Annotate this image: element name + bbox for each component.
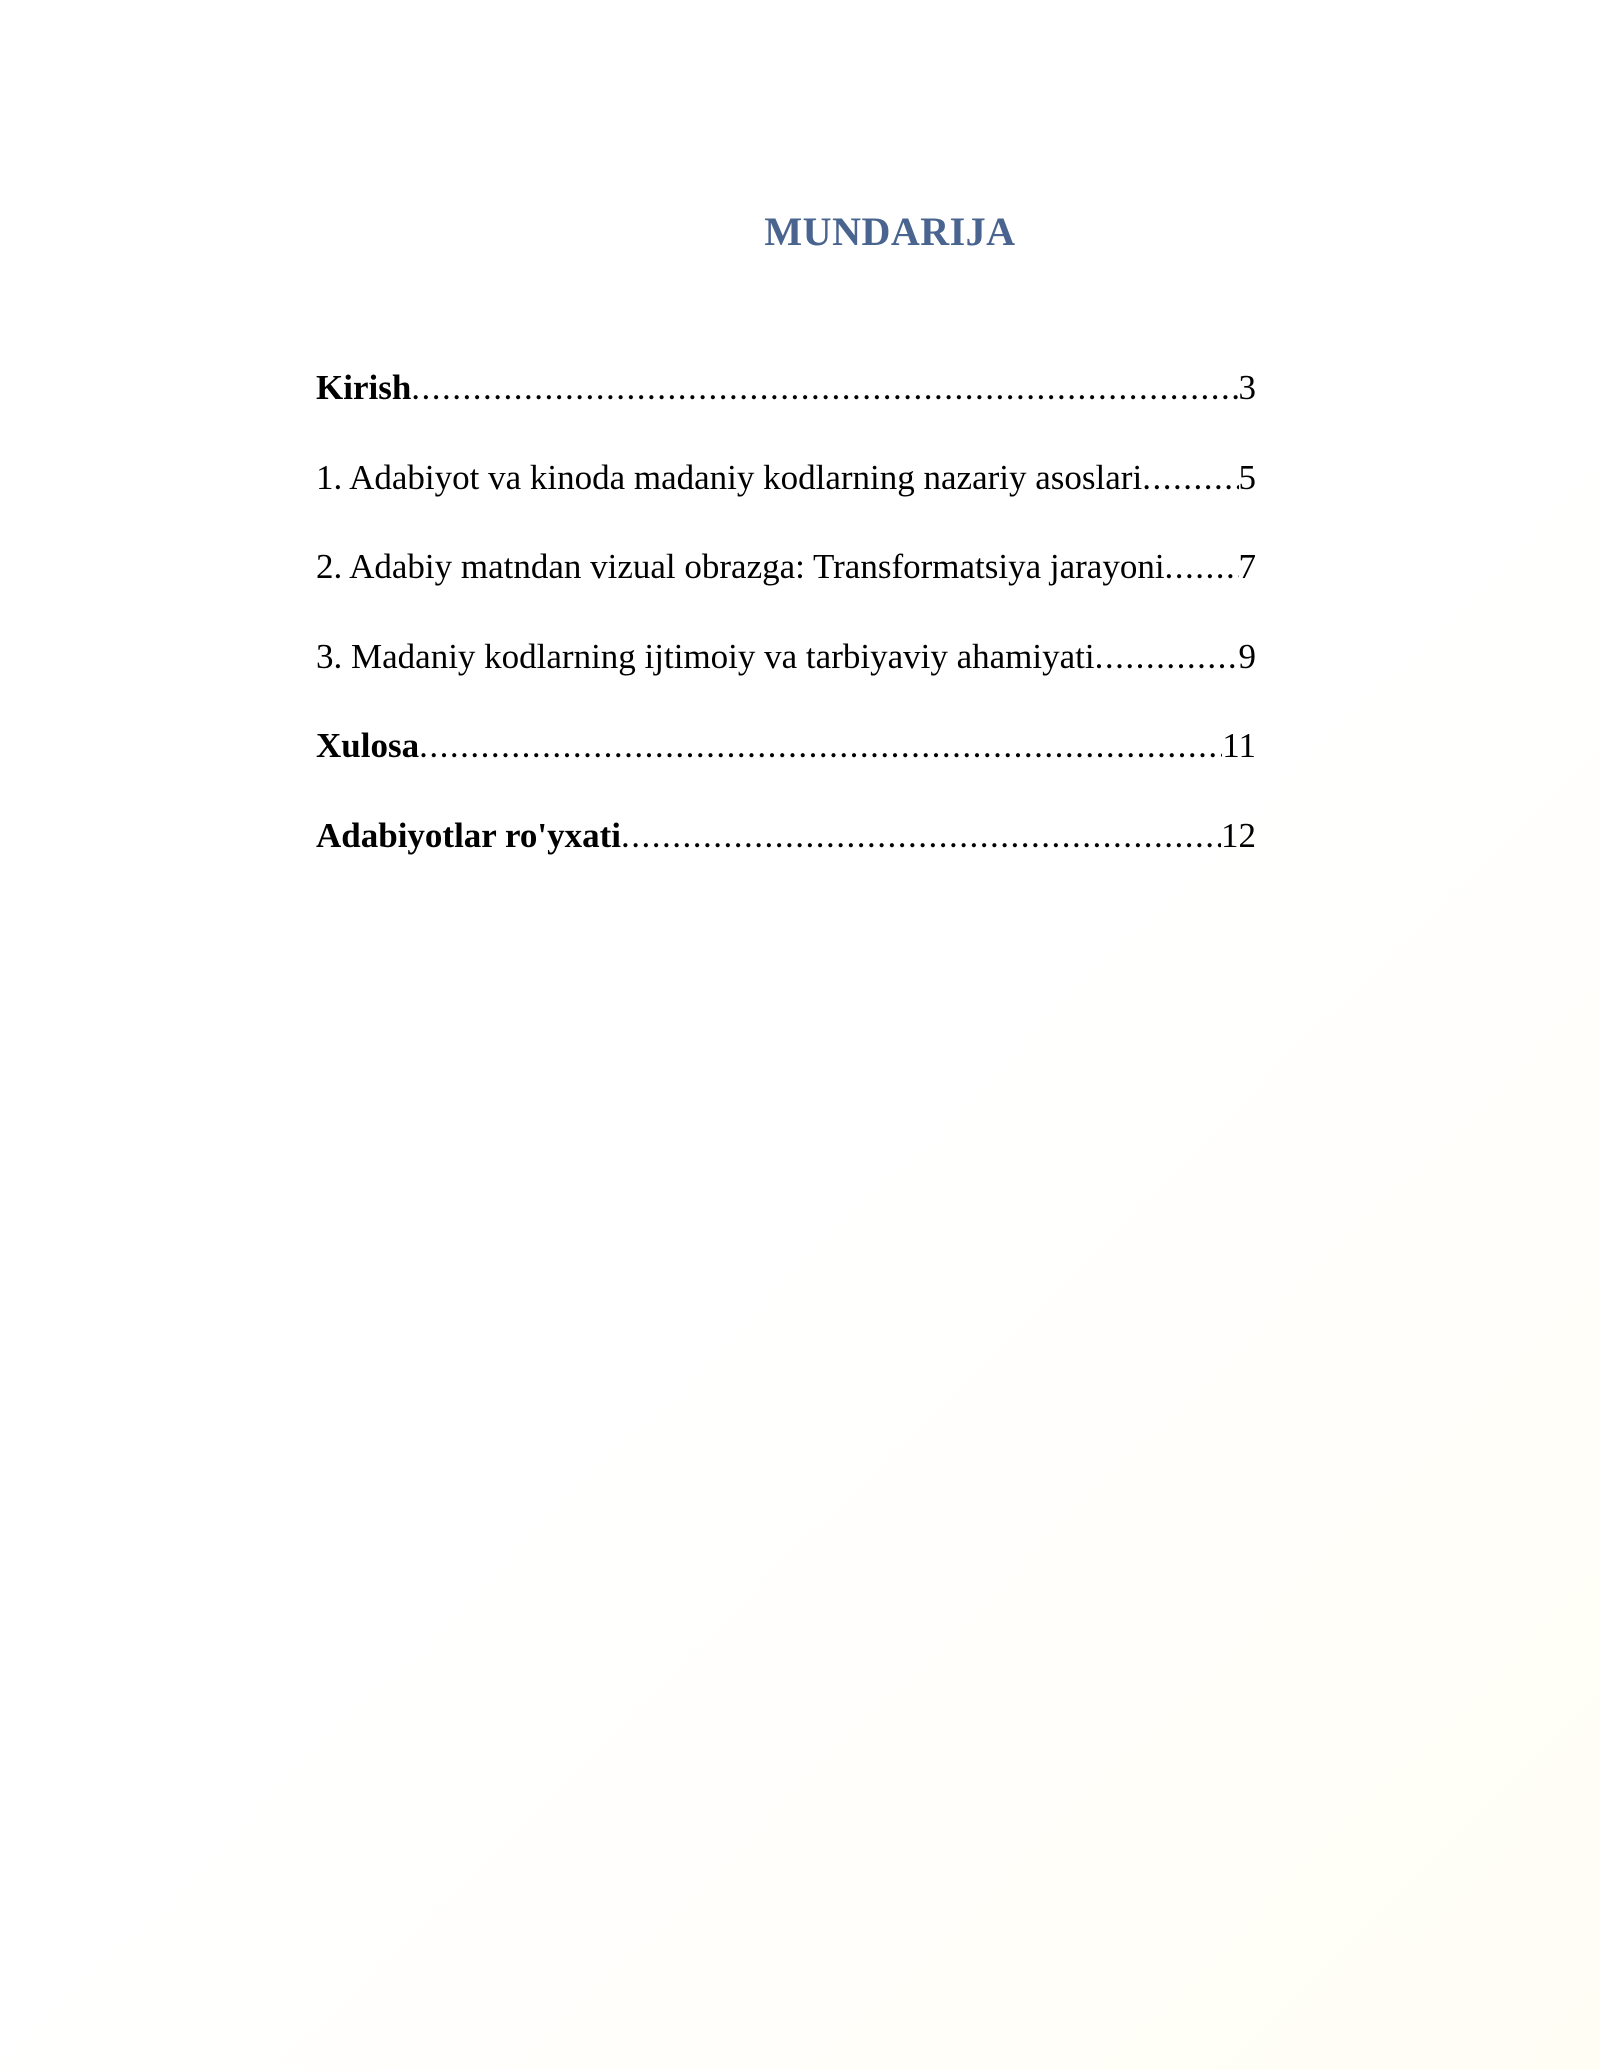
table-of-contents — [316, 370, 1256, 908]
toc-page-number: 7 — [1238, 547, 1256, 587]
toc-entry-xulosa[interactable] — [316, 728, 1256, 818]
toc-entry-label: Kirish — [316, 368, 412, 407]
toc-entry-chapter-2[interactable] — [316, 549, 1256, 639]
toc-entry-chapter-3[interactable] — [316, 636, 1256, 729]
toc-entry-adabiyotlar[interactable] — [316, 815, 1256, 908]
toc-entry-kirish[interactable] — [316, 370, 1256, 460]
toc-dot-leader — [411, 370, 1238, 405]
toc-dot-leader — [1142, 460, 1238, 495]
toc-entry-label: 1. Adabiyot va kinoda madaniy kodlarning nazariy asoslari — [316, 457, 1143, 497]
toc-page-number: 5 — [1238, 457, 1256, 497]
toc-page-number: 9 — [1238, 636, 1256, 676]
toc-page-number: 3 — [1238, 368, 1256, 407]
toc-dot-leader — [1165, 549, 1239, 584]
page-title: MUNDARIJA — [764, 209, 1016, 254]
toc-dot-leader — [419, 728, 1222, 763]
toc-page-number: 12 — [1221, 815, 1256, 855]
toc-entry-chapter-1[interactable] — [316, 457, 1256, 550]
toc-page-number: 11 — [1222, 726, 1256, 766]
toc-dot-leader — [1095, 639, 1239, 674]
toc-dot-leader — [621, 818, 1221, 853]
toc-entry-label: 2. Adabiy matndan vizual obrazga: Transformatsiya jarayoni — [316, 547, 1165, 587]
toc-entry-label: Adabiyotlar ro'yxati — [316, 815, 621, 855]
toc-entry-label: 3. Madaniy kodlarning ijtimoiy va tarbiyaviy ahamiyati — [316, 636, 1095, 676]
toc-entry-label: Xulosa — [316, 726, 420, 766]
